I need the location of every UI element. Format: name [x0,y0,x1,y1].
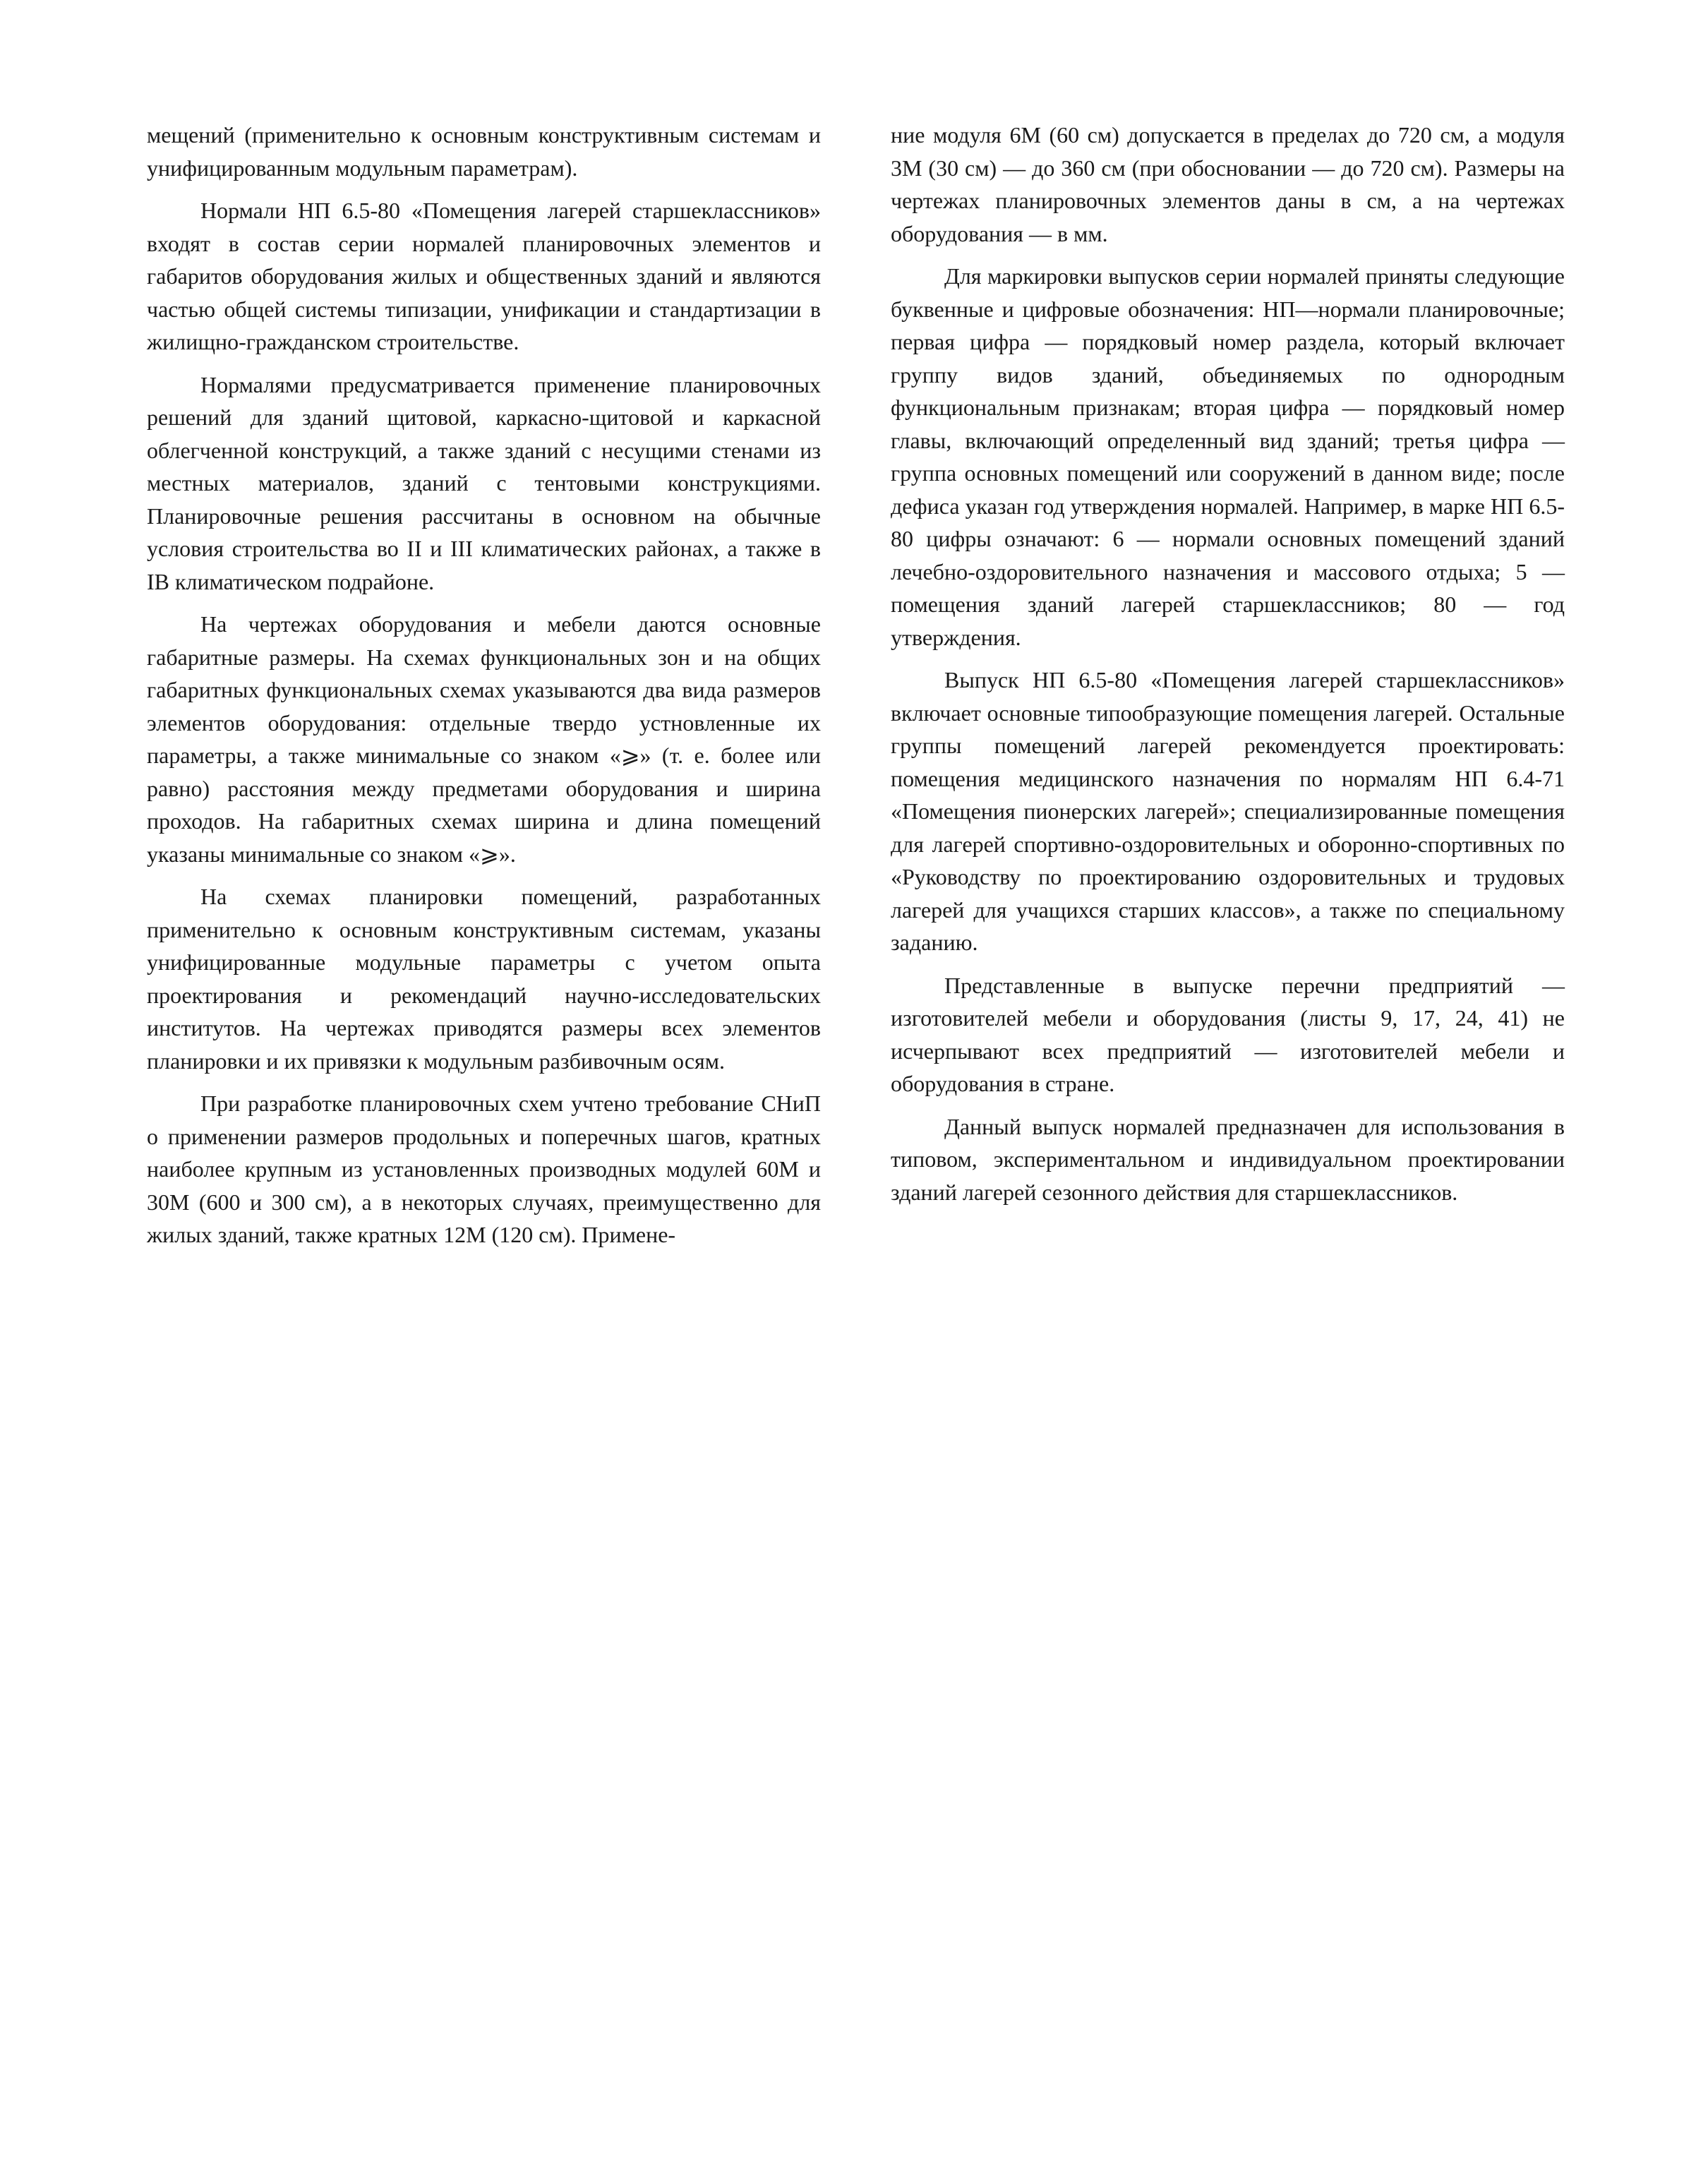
left-paragraph-6: При разработке планировочных схем учтено требование СНиП о применении размеров продольных и поперечных шагов, кратных наиболее крупным из установленных производных модулей 60М и 30М (600 и 300 см), а в некоторых случаях, преимущественно для жилых зданий, также кратных 12М (120 см). Примене- [147,1091,821,1247]
left-paragraph-4: На чертежах оборудования и мебели даются основные габаритные размеры. На схемах функциональных зон и на общих габаритных функциональных схемах указываются два вида размеров элементов оборудования: отдельные твердо устновленные их параметры, а также минимальные со знаком «⩾» (т. е. более или равно) расстояния между предметами оборудования и ширина проходов. На габаритных схемах ширина и длина помещений указаны минимальные со знаком «⩾». [147,611,821,867]
right-text-column [891,119,1565,1218]
left-paragraph-2: Нормали НП 6.5-80 «Помещения лагерей старшеклассников» входят в состав серии нормалей планировочных элементов и габаритов оборудования жилых и общественных зданий и являются частью общей системы типизации, унификации и стандартизации в жилищно-гражданском строительстве. [147,198,821,354]
right-paragraph-1: ние модуля 6М (60 см) допускается в пределах до 720 см, а модуля 3М (30 см) — до 360 см (при обосновании — до 720 см). Размеры на чертежах планировочных элементов даны в см, а на чертежах оборудования — в мм. [891,122,1565,246]
right-paragraph-5: Данный выпуск нормалей предназначен для использования в типовом, экспериментальном и индивидуальном проектировании зданий лагерей сезонного действия для старшеклассников. [891,1113,1565,1205]
left-paragraph-5: На схемах планировки помещений, разработанных применительно к основным конструктивным системам, указаны унифицированные модульные параметры с учетом опыта проектирования и рекомендаций научно-исследовательских институтов. На чертежах приводятся размеры всех элементов планировки и их привязки к модульным разбивочным осям. [147,884,821,1074]
left-paragraph-3: Нормалями предусматривается применение планировочных решений для зданий щитовой, каркасно-щитовой и каркасной облегченной конструкций, а также зданий с несущими стенами из местных материалов, зданий с тентовыми конструкциями. Планировочные решения рассчитаны в основном на обычные условия строительства во II и III климатических районах, а также в IB климатическом подрайоне. [147,371,821,594]
right-paragraph-2: Для маркировки выпусков серии нормалей приняты следующие буквенные и цифровые обозначения: НП—нормали планировочные; первая цифра — порядковый номер раздела, который включает группу видов зданий, объединяемых по однородным функциональным признакам; вторая цифра — порядковый номер главы, включающий определенный вид зданий; третья цифра — группа основных помещений или сооружений в данном виде; после дефиса указан год утверждения нормалей. Например, в марке НП 6.5-80 цифры означают: 6 — нормали основных помещений зданий лечебно-оздоровительного назначения и массового отдыха; 5 — помещения зданий лагерей старшеклассников; 80 — год утверждения. [891,263,1565,650]
right-paragraph-4: Представленные в выпуске перечни предприятий — изготовителей мебели и оборудования (листы 9, 17, 24, 41) не исчерпывают всех предприятий — изготовителей мебели и оборудования в стране. [891,972,1565,1096]
left-text-column [147,119,821,1261]
right-paragraph-3: Выпуск НП 6.5-80 «Помещения лагерей старшеклассников» включает основные типообразующие помещения лагерей. Остальные группы помещений лагерей рекомендуется проектировать: помещения медицинского назначения по нормалям НП 6.4-71 «Помещения пионерских лагерей»; специализированные помещения для лагерей спортивно-оздоровительных и оборонно-спортивных по «Руководству по проектированию оздоровительных и трудовых лагерей для учащихся старших классов», а также по специальному заданию. [891,667,1565,955]
left-paragraph-1: мещений (применительно к основным конструктивным системам и унифицированным модульным параметрам). [147,122,821,181]
